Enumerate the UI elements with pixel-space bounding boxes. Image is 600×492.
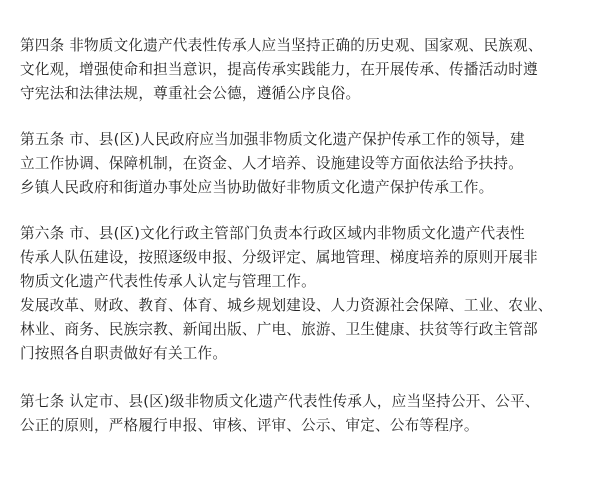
article-6-line: 第六条 市、县(区)文化行政主管部门负责本行政区域内非物质文化遗产代表性 [20,225,525,242]
article-7-line: 第七条 认定市、县(区)级非物质文化遗产代表性传承人，应当坚持公开、公平、 [20,393,540,410]
paragraph-spacer [20,106,580,128]
article-6-line: 物质文化遗产代表性传承人认定与管理工作。 [20,273,316,290]
article-5-line: 乡镇人民政府和街道办事处应当协助做好非物质文化遗产保护传承工作。 [20,179,494,196]
article-4-line: 文化观，增强使命和担当意识，提高传承实践能力，在开展传承、传播活动时遵 [20,61,538,78]
article-6-line: 传承人队伍建设，按照逐级申报、分级评定、属地管理、梯度培养的原则开展非 [20,249,538,266]
article-4-paragraph [20,8,580,106]
article-7-line: 公正的原则，严格履行申报、审核、评审、公示、审定、公布等程序。 [20,417,479,434]
article-4-line: 第四条 非物质文化遗产代表性传承人应当坚持正确的历史观、国家观、民族观、 [20,37,543,54]
article-7-paragraph [20,390,580,438]
paragraph-spacer [20,366,580,390]
article-6-line: 门按照各自职责做好有关工作。 [20,345,228,362]
article-6-line: 林业、商务、民族宗教、新闻出版、广电、旅游、卫生健康、扶贫等行政主管部 [20,321,538,338]
article-6-paragraph [20,222,580,366]
article-5-paragraph [20,128,580,200]
article-5-line: 第五条 市、县(区)人民政府应当加强非物质文化遗产保护传承工作的领导，建 [20,131,525,148]
article-5-line: 立工作协调、保障机制，在资金、人才培养、设施建设等方面依法给予扶持。 [20,155,523,172]
article-4-line: 守宪法和法律法规，尊重社会公德，遵循公序良俗。 [20,85,361,102]
paragraph-spacer [20,200,580,222]
article-6-line: 发展改革、财政、教育、体育、城乡规划建设、人力资源社会保障、工业、农业、 [20,297,553,314]
